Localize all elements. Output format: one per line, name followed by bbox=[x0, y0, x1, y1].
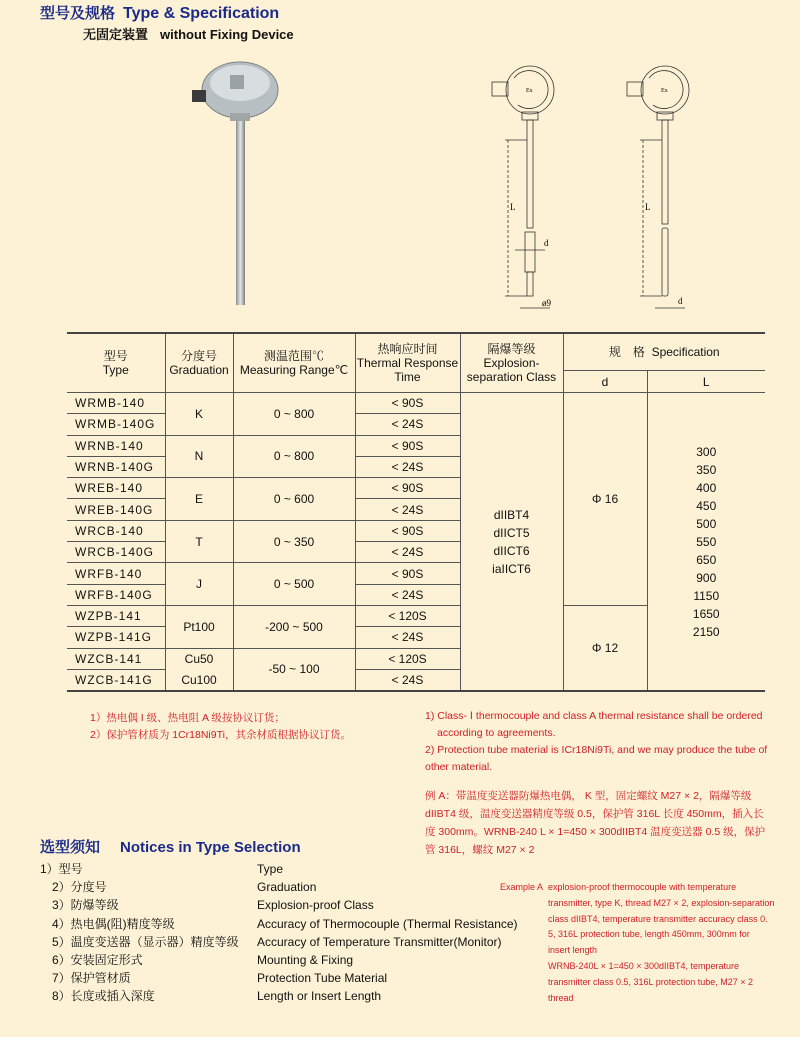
response-cell: < 24S bbox=[355, 499, 460, 520]
notice-en: Accuracy of Temperature Transmitter(Monitor) bbox=[257, 934, 502, 949]
notice-en: Explosion-proof Class bbox=[257, 898, 374, 913]
header-range-en: Measuring Range℃ bbox=[239, 363, 349, 377]
response-cell: < 24S bbox=[355, 542, 460, 563]
response-cell: < 90S bbox=[355, 520, 460, 541]
notice-cn: 8）长度或插入深度 bbox=[40, 989, 155, 1004]
notice-en: Accuracy of Thermocouple (Thermal Resistance) bbox=[257, 916, 518, 931]
explosion-class: dIIBT4 bbox=[493, 507, 530, 522]
response-cell: < 24S bbox=[355, 456, 460, 477]
header-exp-en: Explosion-separation Class bbox=[466, 356, 557, 384]
notice-item bbox=[40, 878, 518, 896]
specification-table bbox=[67, 332, 765, 692]
example-en-line: insert length bbox=[548, 945, 598, 956]
notices-list bbox=[40, 860, 518, 1006]
type-cell: WZCB-141G bbox=[67, 669, 165, 691]
example-en-line: transmitter, type K, thread M27 × 2, explosion-separation bbox=[548, 897, 775, 908]
notice-item bbox=[40, 896, 518, 914]
type-cell: WRNB-140 bbox=[67, 435, 165, 456]
label-ex-2: Ex bbox=[661, 88, 668, 94]
notice-cn: 4）热电偶(阻)精度等级 bbox=[40, 916, 175, 931]
explosion-class-cell bbox=[460, 393, 563, 692]
L-value: 400 bbox=[696, 480, 717, 495]
notice-item bbox=[40, 969, 518, 987]
type-cell: WRMB-140 bbox=[67, 393, 165, 414]
example-cn: 例 A：带温度变送器防爆热电偶， K 型，固定螺纹 M27 × 2，隔爆等级 dIIBT4 级，温度变送器精度等级 0.5，保护管 316L 长度 450mm，插入长度 300mm。WRNB-240 L × 1=450 × 300dIIBT4 温度变送器 0.5 级，保护管 316L，螺纹 M27 × 2 bbox=[425, 790, 766, 856]
graduation-cell: Cu50 bbox=[165, 648, 233, 669]
notice-item bbox=[40, 933, 518, 951]
type-cell: WZPB-141G bbox=[67, 627, 165, 648]
notice-cn: 7）保护管材质 bbox=[40, 971, 131, 986]
d-cell: Φ 12 bbox=[563, 605, 647, 691]
notices-title-cn: 选型须知 bbox=[40, 839, 101, 856]
graduation-cell: K bbox=[165, 393, 233, 436]
L-value: 500 bbox=[696, 516, 717, 531]
type-cell: WRMB-140G bbox=[67, 414, 165, 435]
graduation-cell: Pt100 bbox=[165, 605, 233, 648]
graduation-cell: Cu100 bbox=[165, 669, 233, 691]
note-en-1: 1) Class- Ⅰ thermocouple and class A thermal resistance shall be ordered according to agreements. bbox=[425, 710, 763, 739]
product-photo bbox=[180, 55, 310, 310]
label-L: L bbox=[510, 202, 516, 212]
subtitle bbox=[83, 24, 294, 43]
response-cell: < 90S bbox=[355, 563, 460, 584]
range-cell: 0 ~ 800 bbox=[233, 435, 355, 478]
L-value: 1150 bbox=[693, 588, 720, 603]
type-cell: WRFB-140G bbox=[67, 584, 165, 605]
example-en-line: thread bbox=[548, 992, 574, 1003]
range-cell: 0 ~ 600 bbox=[233, 478, 355, 521]
page-title bbox=[40, 2, 279, 23]
range-cell: 0 ~ 500 bbox=[233, 563, 355, 606]
notice-item bbox=[40, 915, 518, 933]
header-graduation bbox=[165, 333, 233, 393]
L-value: 350 bbox=[696, 462, 717, 477]
title-en: Type & Specification bbox=[123, 5, 280, 22]
response-cell: < 24S bbox=[355, 669, 460, 691]
example-en-line: transmitter class 0.5, 316L protection tube, M27 × 2 bbox=[548, 976, 754, 987]
notice-cn: 5）温度变送器（显示器）精度等级 bbox=[40, 934, 239, 949]
example-en-line: explosion-proof thermocouple with temperature bbox=[548, 882, 737, 892]
header-grad-cn: 分度号 bbox=[180, 349, 217, 363]
type-cell: WRCB-140 bbox=[67, 520, 165, 541]
L-value: 550 bbox=[696, 534, 717, 549]
label-L-2: L bbox=[645, 202, 651, 212]
response-cell: < 24S bbox=[355, 627, 460, 648]
L-cell bbox=[647, 393, 765, 692]
header-explosion bbox=[460, 333, 563, 393]
subtitle-en: without Fixing Device bbox=[160, 27, 294, 42]
notice-item bbox=[40, 860, 518, 878]
response-cell: < 90S bbox=[355, 478, 460, 499]
header-grad-en: Graduation bbox=[169, 363, 229, 377]
type-cell: WREB-140G bbox=[67, 499, 165, 520]
type-cell: WRNB-140G bbox=[67, 456, 165, 477]
type-cell: WRFB-140 bbox=[67, 563, 165, 584]
notice-cn: 3）防爆等级 bbox=[40, 898, 119, 913]
L-value: 450 bbox=[696, 498, 717, 513]
graduation-cell: N bbox=[165, 435, 233, 478]
type-cell: WZCB-141 bbox=[67, 648, 165, 669]
notes-en bbox=[425, 708, 770, 776]
notices-title-en: Notices in Type Selection bbox=[120, 839, 301, 856]
L-value: 300 bbox=[696, 444, 717, 459]
range-cell: 0 ~ 800 bbox=[233, 393, 355, 436]
graduation-cell: T bbox=[165, 520, 233, 563]
label-phi9: ø9 bbox=[542, 298, 551, 308]
response-cell: < 24S bbox=[355, 414, 460, 435]
label-ex: Ex bbox=[526, 88, 533, 94]
header-type-en: Type bbox=[102, 363, 129, 377]
response-cell: < 90S bbox=[355, 393, 460, 414]
example-en-line: class dIIBT4, temperature transmitter accuracy class 0. bbox=[548, 913, 768, 924]
note-cn-1: 1）热电偶 I 级、热电阻 A 级按协议订货； bbox=[90, 712, 285, 724]
type-cell: WZPB-141 bbox=[67, 605, 165, 626]
notices-title bbox=[40, 836, 301, 857]
title-cn: 型号及规格 bbox=[40, 5, 116, 22]
example-en-line: WRNB-240L × 1=450 × 300dIIBT4, temperature bbox=[548, 960, 740, 971]
explosion-class: dIICT6 bbox=[493, 543, 530, 558]
header-spec-cn: 规 格 bbox=[608, 345, 645, 359]
label-d-2: d bbox=[678, 296, 683, 306]
header-d: d bbox=[563, 371, 647, 393]
explosion-class: iaIICT6 bbox=[492, 561, 531, 576]
example-en-line: 5, 316L protection tube, length 450mm, 300mm for bbox=[548, 929, 750, 940]
header-range bbox=[233, 333, 355, 393]
note-cn-2: 2）保护管材质为 1Cr18Ni9Ti，其余材质根据协议订货。 bbox=[90, 729, 351, 741]
notice-en: Protection Tube Material bbox=[257, 971, 388, 986]
notes-cn bbox=[90, 710, 351, 744]
header-exp-cn: 隔爆等级 bbox=[487, 342, 536, 356]
header-spec-en: Specification bbox=[651, 345, 720, 359]
L-value: 2150 bbox=[692, 624, 720, 639]
response-cell: < 120S bbox=[355, 648, 460, 669]
type-cell: WRCB-140G bbox=[67, 542, 165, 563]
label-d: d bbox=[544, 238, 549, 248]
L-value: 1650 bbox=[692, 606, 720, 621]
header-type bbox=[67, 333, 165, 393]
response-cell: < 90S bbox=[355, 435, 460, 456]
explosion-class: dIICT5 bbox=[493, 525, 530, 540]
range-cell: -50 ~ 100 bbox=[233, 648, 355, 691]
header-spec bbox=[563, 333, 765, 371]
header-range-cn: 测温范围℃ bbox=[263, 349, 324, 363]
example-en bbox=[500, 880, 790, 1006]
header-type-cn: 型号 bbox=[103, 349, 128, 363]
subtitle-cn: 无固定装置 bbox=[83, 27, 149, 42]
notice-cn: 1）型号 bbox=[40, 862, 83, 876]
note-en-2: 2) Protection tube material is ICr18Ni9Ti, and we may produce the tube of other material. bbox=[425, 744, 768, 773]
d-cell: Φ 16 bbox=[563, 393, 647, 606]
graduation-cell: J bbox=[165, 563, 233, 606]
notice-en: Graduation bbox=[257, 880, 317, 895]
response-cell: < 24S bbox=[355, 584, 460, 605]
header-resp-en: Thermal Response Time bbox=[356, 356, 459, 384]
notice-item bbox=[40, 987, 518, 1005]
header-L: L bbox=[647, 371, 765, 393]
dimension-drawing bbox=[480, 60, 720, 310]
notice-en: Mounting & Fixing bbox=[257, 953, 354, 968]
notice-en: Length or Insert Length bbox=[257, 989, 382, 1004]
notice-cn: 6）安装固定形式 bbox=[40, 953, 143, 968]
range-cell: 0 ~ 350 bbox=[233, 520, 355, 563]
notice-item bbox=[40, 951, 518, 969]
notice-en: Type bbox=[257, 862, 284, 876]
header-resp-cn: 热响应时间 bbox=[377, 342, 438, 356]
type-cell: WREB-140 bbox=[67, 478, 165, 499]
header-response bbox=[355, 333, 460, 393]
table-row bbox=[67, 393, 765, 414]
L-value: 650 bbox=[696, 552, 717, 567]
response-cell: < 120S bbox=[355, 605, 460, 626]
example-en-lead: Example A bbox=[500, 882, 544, 892]
range-cell: -200 ~ 500 bbox=[233, 605, 355, 648]
graduation-cell: E bbox=[165, 478, 233, 521]
notice-cn: 2）分度号 bbox=[40, 880, 107, 895]
L-value: 900 bbox=[696, 570, 717, 585]
